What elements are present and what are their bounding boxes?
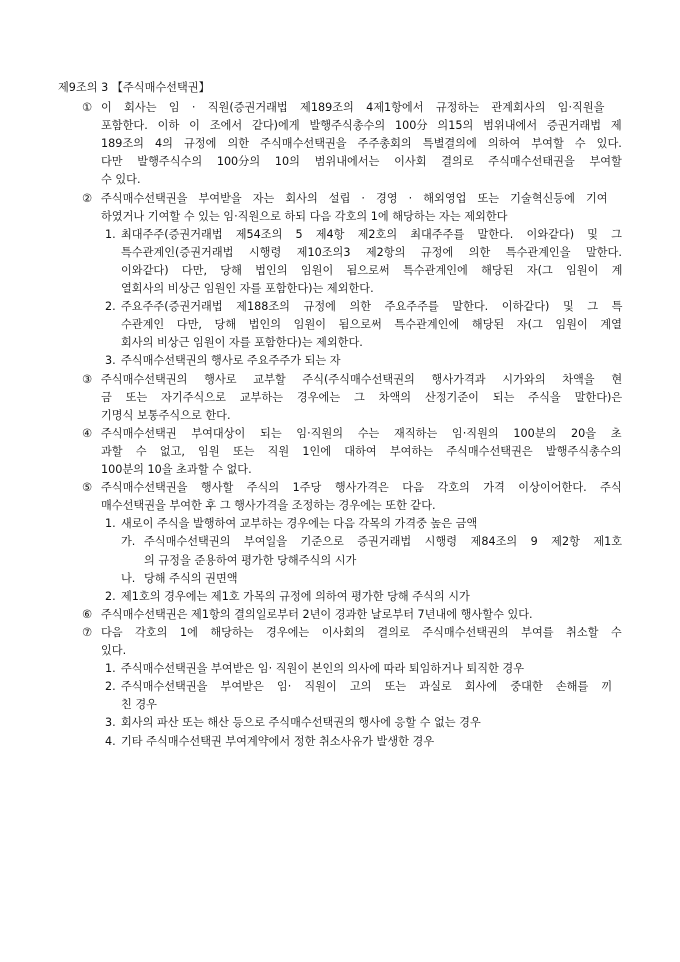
text-line: 주식매수선택권의 행사로 주요주주가 되는 자 bbox=[121, 354, 341, 368]
paragraph-marker: ⑦ bbox=[82, 625, 93, 639]
text-line: 의 규정을 준용하여 평가한 당해주식의 시가 bbox=[144, 553, 357, 567]
text-line: 기명식 보통주식으로 한다. bbox=[101, 408, 231, 422]
article-heading: 제9조의 3 【주식매수선택권】 bbox=[58, 81, 210, 94]
text-line: 회사의 파산 또는 해산 등으로 주식매수선택권의 행사에 응할 수 없는 경우 bbox=[121, 716, 481, 730]
text-line: 당해 주식의 권면액 bbox=[144, 571, 238, 585]
item-number: 1. bbox=[105, 227, 116, 241]
text-line: 주식매수선택권을 행사할 주식의 1주당 행사가격은 다음 각호의 가격 이상이어한다. 주식 bbox=[101, 481, 622, 495]
paragraph-marker: ③ bbox=[82, 372, 93, 386]
item-number: 3. bbox=[105, 354, 116, 368]
text-line: 있다. bbox=[101, 644, 127, 657]
item-number: 1. bbox=[105, 517, 116, 531]
text-line: 특수관계인(증권거래법 시행령 제10조의3 제2항의 규정에 의한 특수관계인을 말한다. bbox=[121, 245, 622, 259]
text-line: 100분의 10을 초과할 수 없다. bbox=[101, 463, 252, 476]
item-number: 3. bbox=[105, 716, 116, 730]
item-number: 4. bbox=[105, 734, 116, 748]
subitem-marker: 나. bbox=[121, 571, 136, 585]
paragraph-marker: ⑤ bbox=[82, 481, 93, 495]
text-line: 최대주주(증권거래법 제54조의 5 제4항 제2호의 최대주주를 말한다. 이와같다) 및 그 bbox=[121, 227, 622, 241]
text-line: 수관계인 다만, 당해 법인의 임원이 됨으로써 특수관계인에 해당된 자(그 임원이 계열 bbox=[121, 318, 622, 332]
text-line: 주식매수선택권 부여대상이 되는 임·직원의 수는 재직하는 임·직원의 100분의 20을 초 bbox=[101, 426, 622, 440]
text-line: 주식매수선택권의 부여일을 기준으로 증권거래법 시행령 제84조의 9 제2항 제1호 bbox=[144, 535, 623, 549]
text-line: 새로이 주식을 발행하여 교부하는 경우에는 다음 각목의 가격중 높은 금액 bbox=[121, 517, 478, 531]
text-line: 다만 발행주식수의 100分의 10의 범위내에서는 이사회 결의로 주식매수선태권을 부여할 bbox=[101, 155, 622, 169]
text-line: 친 경우 bbox=[121, 698, 157, 712]
text-line: 매수선택권을 부여한 후 그 행사가격을 조정하는 경우에는 또한 같다. bbox=[101, 499, 436, 513]
text-line: 주요주주(증권거래법 제188조의 규정에 의한 주요주주를 말한다. 이하같다) 및 그 특 bbox=[121, 300, 623, 314]
text-line: 과할 수 없고, 임원 또는 직원 1인에 대하여 부여하는 주식매수선택권은 발행주식총수의 bbox=[101, 444, 622, 458]
item-number: 2. bbox=[105, 680, 116, 694]
text-line: 수 있다. bbox=[101, 173, 141, 187]
paragraph-marker: ⑥ bbox=[82, 607, 93, 621]
text-line: 189조의 4의 규정에 의한 주식매수선택권을 주주총회의 특별결의에 의하여 부여할 수 있다. bbox=[101, 137, 622, 151]
item-number: 2. bbox=[105, 589, 116, 603]
text-line: 금 또는 자기주식으로 교부하는 경우에는 그 차액의 산정기준이 되는 주식을 말한다)은 bbox=[101, 390, 623, 404]
text-line: 기타 주식매수선택권 부여계약에서 정한 취소사유가 발생한 경우 bbox=[121, 734, 435, 748]
text-line: 하였거나 기여할 수 있는 임·직원으로 하되 다음 각호의 1에 해당하는 자는 제외한다 bbox=[101, 209, 508, 223]
text-line: 주식매수선택권을 부여받을 자는 회사의 설립 · 경영 · 해외영업 또는 기술혁신등에 기여 bbox=[101, 191, 608, 205]
text-line: 주식매수선택권을 부여받은 임· 직원이 본인의 의사에 따라 퇴임하거나 퇴직한 경우 bbox=[121, 662, 525, 676]
text-line: 포함한다. 이하 이 조에서 같다)에게 발행주식총수의 100分 의15의 범위내에서 증권거래법 제 bbox=[101, 119, 622, 133]
subitem-marker: 가. bbox=[121, 535, 136, 549]
text-line: 이와같다) 다만, 당해 법인의 임원이 됨으로써 특수관계인에 해당된 자(그 임원이 계 bbox=[121, 263, 623, 277]
text-line: 제1호의 경우에는 제1호 가목의 규정에 의하여 평가한 당해 주식의 시가 bbox=[121, 589, 470, 603]
text-line: 회사의 비상근 임원이 자를 포함한다)는 제외한다. bbox=[121, 336, 363, 350]
text-line: 주식매수선택권은 제1항의 결의일로부터 2년이 경과한 날로부터 7년내에 행사할수 있다. bbox=[101, 607, 533, 621]
paragraph-marker: ② bbox=[82, 191, 93, 205]
text-line: 주식매수선택권의 행사로 교부할 주식(주식매수선택권의 행사가격과 시가와의 차액을 현 bbox=[101, 372, 623, 386]
text-line: 주식매수선택권을 부여받은 임· 직원이 고의 또는 과실로 회사에 중대한 손해를 끼 bbox=[121, 680, 613, 694]
paragraph-marker: ④ bbox=[82, 426, 93, 440]
text-line: 열회사의 비상근 임원인 자를 포함한다)는 제외한다. bbox=[121, 282, 374, 295]
text-line: 다음 각호의 1에 해당하는 경우에는 이사회의 결의로 주식매수선택권의 부여를 취소할 수 bbox=[101, 625, 622, 639]
text-line: 이 회사는 임 · 직원(증권거래법 제189조의 4제1항에서 규정하는 관계회사의 임·직원을 bbox=[101, 101, 605, 114]
item-number: 1. bbox=[105, 662, 116, 676]
item-number: 2. bbox=[105, 300, 116, 314]
paragraph-marker: ① bbox=[82, 101, 93, 114]
